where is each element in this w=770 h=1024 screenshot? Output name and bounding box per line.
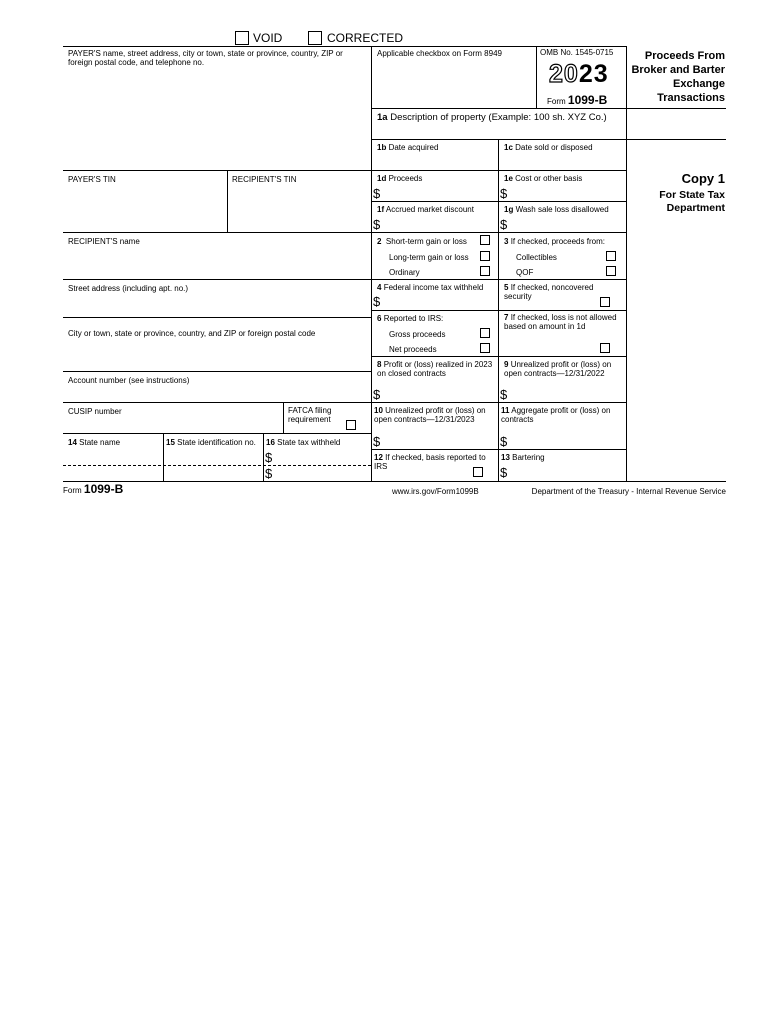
state-id-field[interactable] [164,449,262,480]
box1c-field[interactable] [499,154,625,169]
fatca-label: FATCA filing requirement [288,406,332,424]
city-label: City or town, state or province, country, and ZIP or foreign postal code [68,329,316,338]
account-number-field[interactable] [64,387,370,401]
box2-long-checkbox[interactable] [480,251,490,261]
box16-dollar-1: $ [265,450,273,465]
box7-checkbox[interactable] [600,343,610,353]
box9-label: 9 Unrealized profit or (loss) on open contracts—12/31/2022 [504,360,612,378]
box3-qof-checkbox[interactable] [606,266,616,276]
form-number-header: Form 1099-B [547,93,608,107]
box1g-dollar: $ [500,217,508,232]
box5-checkbox[interactable] [600,297,610,307]
recipient-tin-label: RECIPIENT'S TIN [232,175,297,184]
void-label: VOID [253,31,283,45]
payer-name-label: PAYER'S name, street address, city or town, state or province, country, ZIP or foreign postal code, and telephone no. [68,49,343,67]
box1b-label: 1b Date acquired [377,143,439,152]
box2-short-label: 2 Short-term gain or loss [377,237,467,246]
corrected-label: CORRECTED [327,31,404,45]
box8-field[interactable] [384,386,497,401]
box13-dollar: $ [500,465,508,480]
cusip-label: CUSIP number [68,407,122,416]
recipient-name-label: RECIPIENT'S name [68,237,140,246]
box13-field[interactable] [511,464,625,479]
copy-title: Copy 1 [681,171,725,186]
omb-number: OMB No. 1545-0715 [540,48,614,57]
box6-gross-label: Gross proceeds [389,330,446,339]
box15-label: 15 State identification no. [166,438,256,447]
state-tax-field[interactable] [274,449,370,480]
box9-dollar: $ [500,387,508,402]
payer-name-field[interactable] [64,70,370,169]
cusip-field[interactable] [64,418,282,432]
footer-department: Department of the Treasury - Internal Revenue Service [531,487,726,496]
box6-gross-checkbox[interactable] [480,328,490,338]
box3-label: 3 If checked, proceeds from: [504,237,605,246]
box10-field[interactable] [384,433,497,448]
box11-field[interactable] [511,433,625,448]
box10-dollar: $ [373,434,381,449]
box4-dollar: $ [373,294,381,309]
fatca-checkbox[interactable] [346,420,356,430]
recipient-name-field[interactable] [64,248,370,278]
box16-dollar-2: $ [265,466,273,481]
box11-label: 11 Aggregate profit or (loss) on contracts [501,406,611,424]
box1c-label: 1c Date sold or disposed [504,143,593,152]
void-checkbox[interactable] [235,31,249,45]
box10-label: 10 Unrealized profit or (loss) on open contracts—12/31/2023 [374,406,486,424]
box13-label: 13 Bartering [501,453,545,462]
box1a-field[interactable] [372,124,725,138]
box2-ordinary-label: Ordinary [389,268,420,277]
street-address-field[interactable] [64,295,370,316]
box3-collectibles-checkbox[interactable] [606,251,616,261]
box1e-label: 1e Cost or other basis [504,174,583,183]
box8-label: 8 Profit or (loss) realized in 2023 on closed contracts [377,360,493,378]
state-name-field[interactable] [64,449,162,480]
box12-checkbox[interactable] [473,467,483,477]
form-title: Proceeds From Broker and Barter Exchange Transactions [631,50,725,104]
applicable-checkbox-label: Applicable checkbox on Form 8949 [377,49,502,58]
box1g-field[interactable] [511,216,625,231]
box1a-label: 1a Description of property (Example: 100 sh. XYZ Co.) [377,112,607,123]
box1d-label: 1d Proceeds [377,174,423,183]
box8-dollar: $ [373,387,381,402]
street-address-label: Street address (including apt. no.) [68,284,189,293]
city-field[interactable] [64,340,370,370]
box9-field[interactable] [511,386,625,401]
tax-year: 2023 [549,60,609,88]
box16-label: 16 State tax withheld [266,438,341,447]
box1f-dollar: $ [373,217,381,232]
box3-qof-label: QOF [516,268,534,277]
box1e-dollar: $ [500,186,508,201]
payer-tin-field[interactable] [64,186,226,231]
footer-url: www.irs.gov/Form1099B [392,487,479,496]
box4-label: 4 Federal income tax withheld [377,283,484,292]
corrected-checkbox[interactable] [308,31,322,45]
box1g-label: 1g Wash sale loss disallowed [504,205,609,214]
payer-tin-label: PAYER'S TIN [68,175,116,184]
box4-field[interactable] [384,294,497,309]
box1f-label: 1f Accrued market discount [377,205,474,214]
box5-label: 5 If checked, noncovered security [504,283,594,301]
box1d-field[interactable] [384,185,497,200]
box3-collectibles-label: Collectibles [516,253,557,262]
box1e-field[interactable] [511,185,625,200]
box11-dollar: $ [500,434,508,449]
applicable-checkbox-field[interactable] [372,60,535,107]
box6-label: 6 Reported to IRS: [377,314,444,323]
box1b-field[interactable] [372,154,497,169]
box1f-field[interactable] [384,216,497,231]
box6-net-label: Net proceeds [389,345,437,354]
account-number-label: Account number (see instructions) [68,376,190,385]
box1d-dollar: $ [373,186,381,201]
box12-label: 12 If checked, basis reported to IRS [374,453,486,471]
box6-net-checkbox[interactable] [480,343,490,353]
box2-long-label: Long-term gain or loss [389,253,469,262]
recipient-tin-field[interactable] [228,186,370,231]
box7-label: 7 If checked, loss is not allowed based on amount in 1d [504,313,617,331]
box2-short-checkbox[interactable] [480,235,490,245]
box14-label: 14 State name [68,438,121,447]
box2-ordinary-checkbox[interactable] [480,266,490,276]
copy-purpose: For State Tax Department [659,189,725,214]
footer-form-number: Form 1099-B [63,482,124,496]
